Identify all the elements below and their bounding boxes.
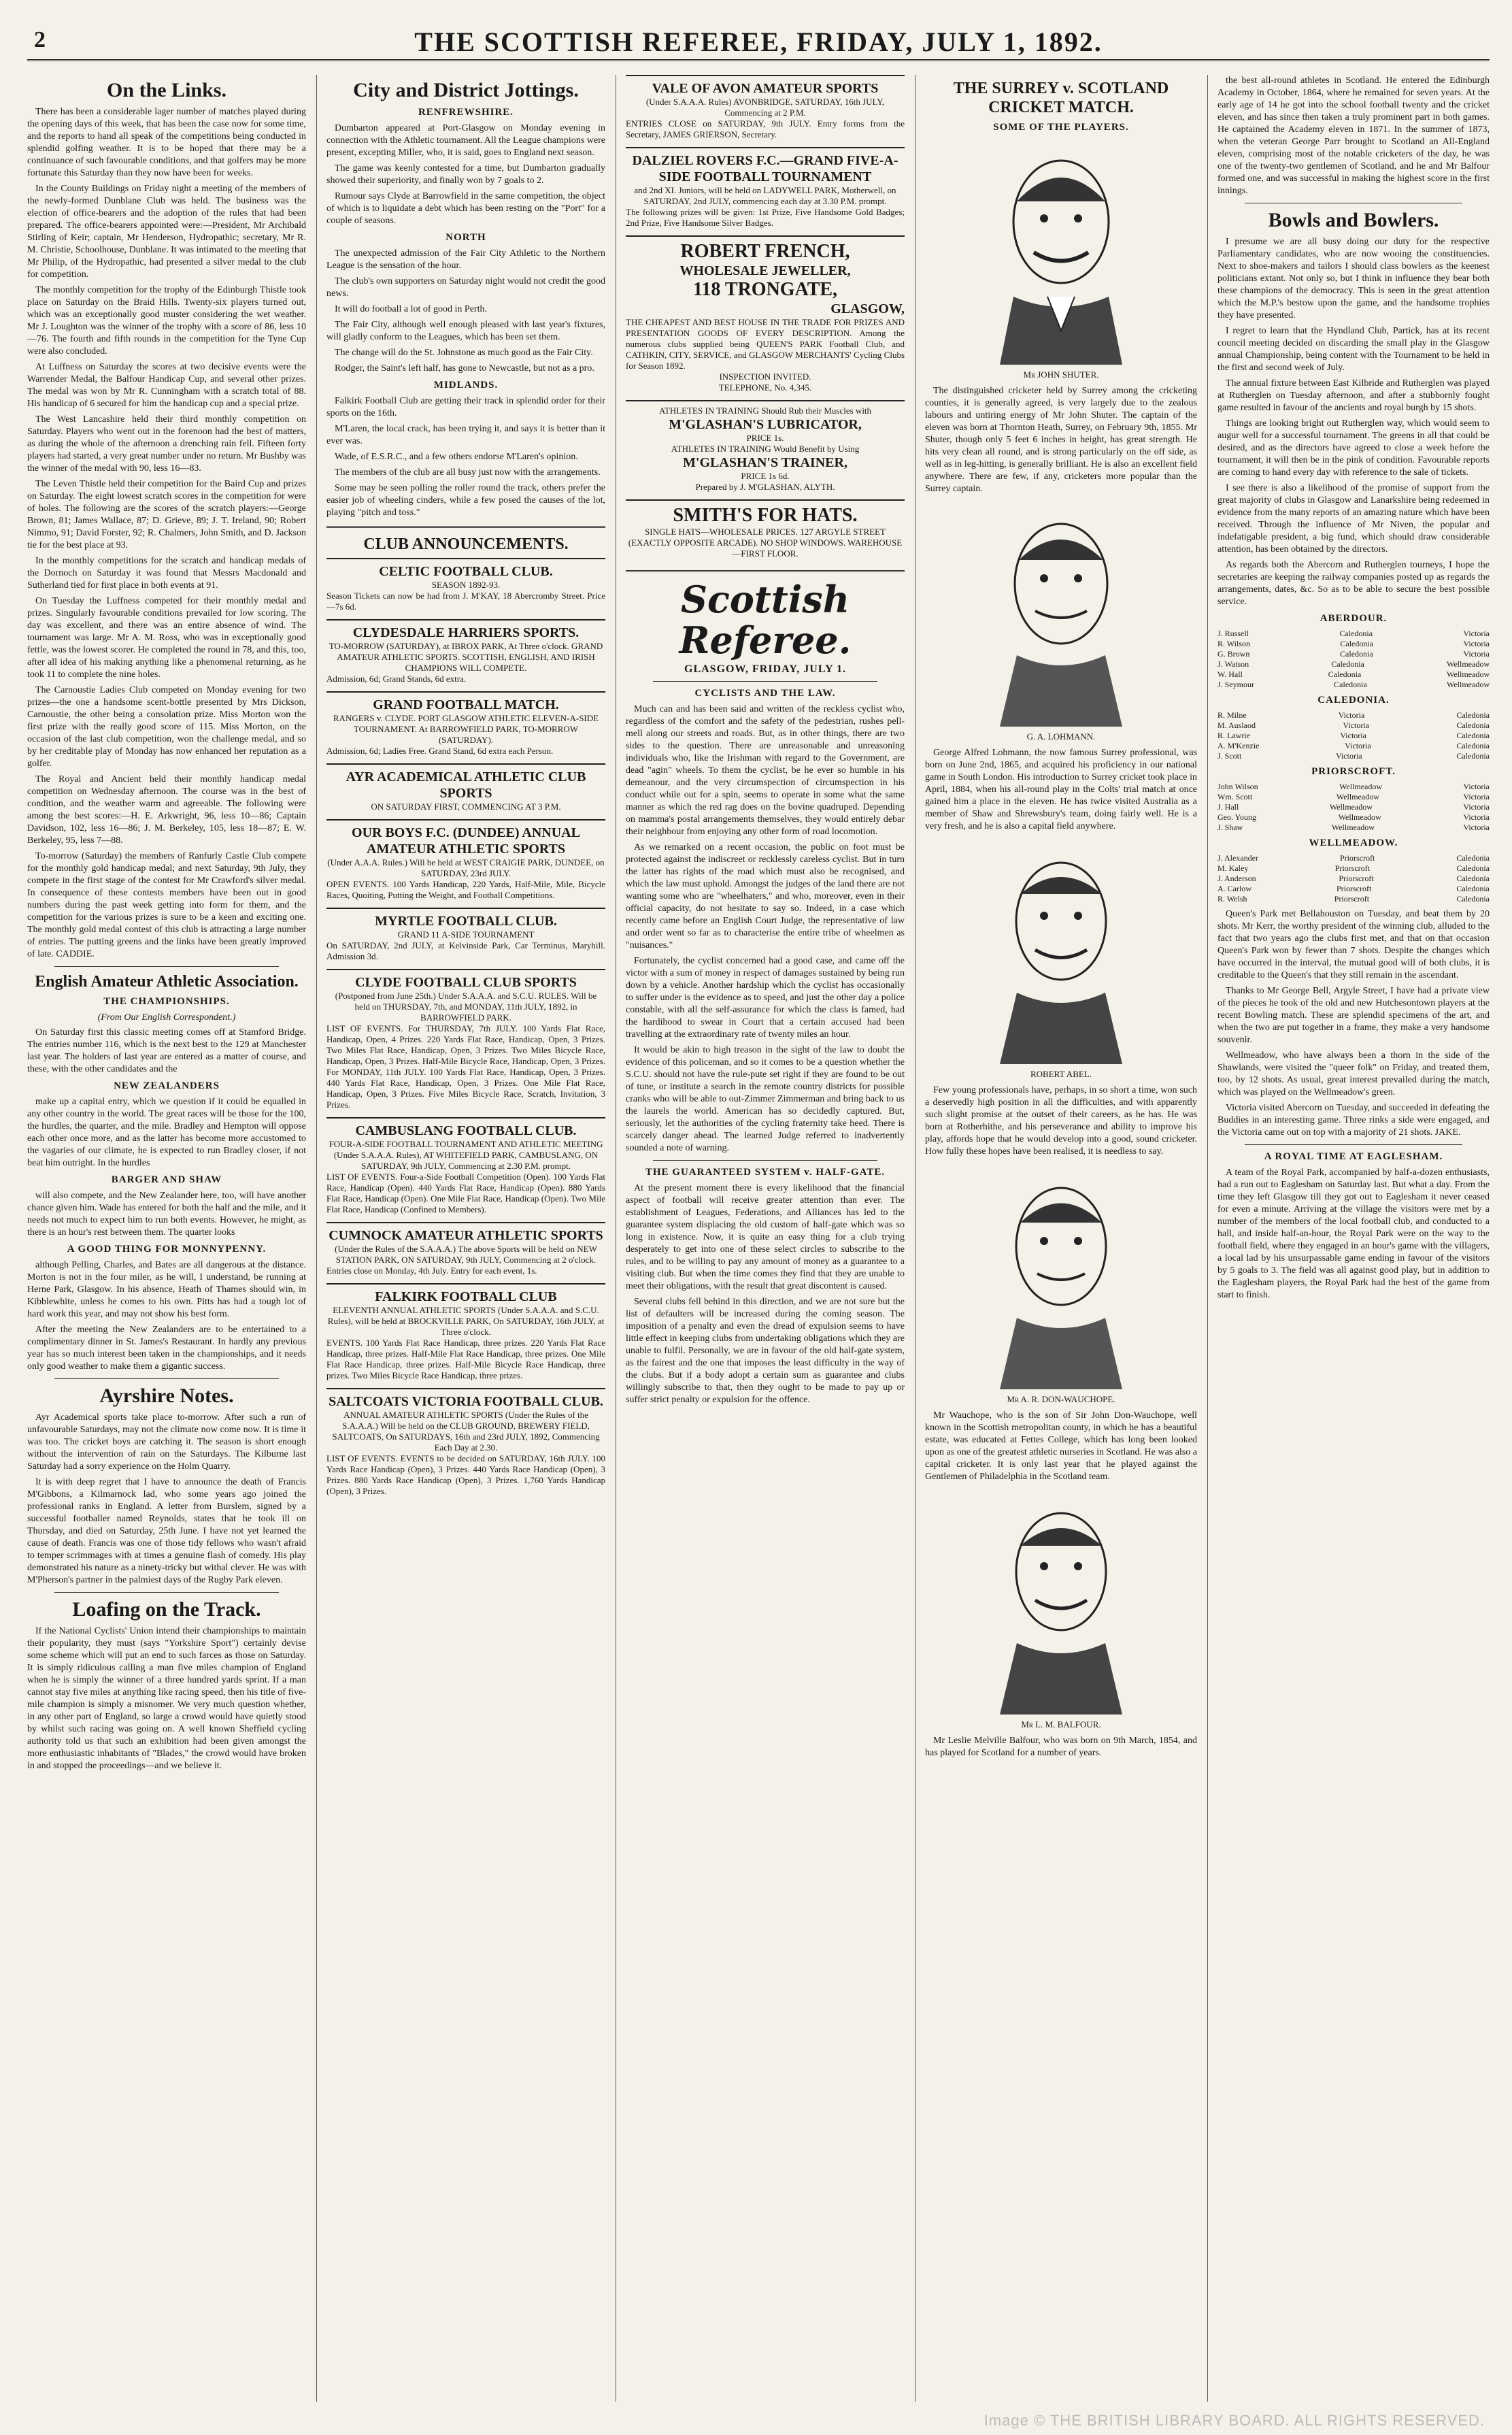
- column-5: [1217, 75, 1490, 2402]
- divider: [54, 1378, 279, 1379]
- rink-row: [1217, 629, 1490, 639]
- paragraph: Some may be seen polling the roller round the track, others prefer the easier job of wheeling cinders, while a few posed the causes of the lot, playing "pitch and toss.": [326, 483, 605, 518]
- rink-cell: Victoria: [1463, 639, 1490, 648]
- advert: [326, 969, 605, 1114]
- paragraph: To-morrow (Saturday) the members of Ranfurly Castle Club compete for the monthly gold handicap medal; and next Saturday, 9th July, they compete in the first stage of the contest for Mr Crawford's silver medal. In consequence of these contests members have been out in good numbers during the past week getting into form for them, and the competition for the various prizes is sure to be a keen and exciting one. The monthly gold medal contest of this club is attracting a large number of entries. The putting greens and the links have been greatly improved of late. CADDIE.: [27, 851, 306, 959]
- rink-row: [1217, 680, 1490, 690]
- rink-row: [1217, 782, 1490, 792]
- paragraph: As regards both the Abercorn and Rutherglen tourneys, I hope the secretaries are keeping the railway companies posted up as regards the arrangements, dates, &c. So as to be able to secure the best possible service.: [1217, 560, 1490, 607]
- paragraph: Mr Leslie Melville Balfour, who was born on 9th March, 1854, and has played for Scotland for a number of years.: [925, 1736, 1197, 1758]
- rink-cell: Victoria: [1463, 629, 1490, 638]
- portrait-engraving: [959, 502, 1163, 727]
- paragraph: George Alfred Lohmann, the now famous Surrey professional, was born on June 2nd, 1865, and acquired his proficiency in our national game in South London. His introduction to Surrey cricket took place in April, 1884, when his all-round play in the Colts' trial match at once gained him a place in the eleven. He has twice visited Australia as a member of Shaw and Shrewsbury's team, doing fairly well. He is a very fresh, and he is also a capital field anywhere.: [925, 748, 1197, 831]
- caption-balfour: Mr L. M. BALFOUR.: [1021, 1719, 1101, 1729]
- rink-cell: Caledonia: [1456, 720, 1490, 730]
- advert-subtitle: (Postponed from June 25th.) Under S.A.A.A. and S.C.U. RULES. Will be held on THURSDAY, 7th, and MONDAY, 11th JULY, 1892, in BARROWFIELD PARK.: [335, 991, 597, 1023]
- advert-title: CUMNOCK AMATEUR ATHLETIC SPORTS: [329, 1228, 603, 1243]
- advert: [326, 1117, 605, 1219]
- advert-title: GRAND FOOTBALL MATCH.: [373, 697, 559, 712]
- paragraph: As we remarked on a recent occasion, the public on foot must be protected against the indiscreet or recklessly careless cyclist. But in turn the latter has rights of the road which must also be recognised, and which the law must uphold. Amongst the judges of the land there are not wanting some who are "wheelhaters," and who, moreover, even in their official capacity, do not hesitate to say so. Indeed, in a case which recently came before an English Court Judge, the representative of law and order went so far as to characterise the entire tribe of wheelmen as "nuisances.": [626, 842, 905, 950]
- advert: [626, 147, 905, 233]
- rink-cell: Wellmeadow: [1446, 680, 1490, 689]
- rink-cell: Caledonia: [1456, 874, 1490, 883]
- paragraph: I see there is also a likelihood of the promise of support from the great majority of clubs in Glasgow and Lanarkshire being redeemed in evidence from the many reports of an amazing nature which have been received. Through the influence of Mr Niven, the popular and indefatigable president, a big fund, which should draw considerable attention, has been obtained by the directors.: [1217, 483, 1490, 554]
- paragraph: Several clubs fell behind in this direction, and we are not sure but the list of defaulters will be increased during the coming season. The imposition of a penalty and even the dread of expulsion seems to have little effect in keeping clubs from undertaking obligations which they are unable to fulfil. Personally, we are in favour of the old half-gate system, as the fairest and the one that imposes the least difficulty in the way of the clubs. But if a body adopt a certain sum as guarantee and clubs willingly subscribe to that, then they ought to be made to pay up or suffer strict penalty or expulsion for the offence.: [626, 1297, 905, 1405]
- club-announcements: [326, 558, 605, 1501]
- portrait-engraving: [959, 840, 1163, 1064]
- rink-cell: Wellmeadow: [1446, 669, 1490, 679]
- rink-cell: Caledonia: [1339, 629, 1373, 638]
- advert-subtitle: (Under A.A.A. Rules.) Will be held at WEST CRAIGIE PARK, DUNDEE, on SATURDAY, 23rd JULY.: [327, 857, 605, 878]
- mglashan-price-2: PRICE 1s 6d.: [741, 471, 790, 481]
- portrait-shuter: [959, 140, 1163, 365]
- image-credit: Image © THE BRITISH LIBRARY BOARD. ALL RIGHTS RESERVED.: [984, 2412, 1485, 2429]
- advert-title: MYRTLE FOOTBALL CLUB.: [375, 914, 557, 929]
- athletic-article: [27, 1027, 306, 1373]
- advert-title: FALKIRK FOOTBALL CLUB: [375, 1289, 557, 1304]
- paragraph: I regret to learn that the Hyndland Club, Partick, has at its recent council meeting decided on discarding the small play in the Glasgow annual Championship, being content with the Tournament to be held in the first and second week of July.: [1217, 326, 1490, 373]
- paragraph: The West Lancashire held their third monthly competition on Saturday. Players who went out in the forenoon had the best of matters, as during the whole of the afternoon a drenching rain fell. Fifteen forty players had started, a very great number under no return. Mr Bushby was the winner of the medal with 90, less 16—83.: [27, 414, 306, 474]
- north-subhead: NORTH: [446, 232, 486, 243]
- rink-cell: R. Milne: [1217, 710, 1247, 720]
- advert-subtitle: ANNUAL AMATEUR ATHLETIC SPORTS (Under the Rules of the S.A.A.A.) Will be held on the CLUB GROUND, BREWERY FIELD, SALTCOATS, On SATURDAYS, 16th and 23rd JULY, 1892, Commencing Each Day at 2.30.: [332, 1410, 600, 1453]
- divider: [626, 570, 905, 572]
- advert-body: ENTRIES CLOSE on SATURDAY, 9th JULY. Entry forms from the Secretary, JAMES GRIERSON, Secretary.: [626, 118, 905, 139]
- advert-body: EVENTS. 100 Yards Flat Race Handicap, three prizes. 220 Yards Flat Race Handicap, three prizes. Half-Mile Flat Race Handicap, three prizes. One Mile Flat Race Handicap, three prizes. Half-Mile Bicycle Race Handicap, three prizes. Two Miles Bicycle Race Handicap, three prizes.: [326, 1338, 605, 1380]
- divider: [653, 681, 877, 682]
- rink-cell: Caledonia: [1456, 853, 1490, 863]
- links-heading: On the Links.: [107, 79, 226, 101]
- french-name: ROBERT FRENCH,: [680, 241, 850, 262]
- rink-cell: J. Hall: [1217, 802, 1239, 812]
- rink-row: [1217, 659, 1490, 669]
- editorial-heading: CYCLISTS AND THE LAW.: [694, 688, 836, 699]
- french-advert: [626, 235, 905, 397]
- good-thing-subhead: A GOOD THING FOR MONNYPENNY.: [67, 1244, 267, 1255]
- advert-title: VALE OF AVON AMATEUR SPORTS: [652, 81, 879, 96]
- announcements-heading: CLUB ANNOUNCEMENTS.: [363, 535, 569, 553]
- rink-cell: A. M'Kenzie: [1217, 741, 1260, 750]
- newspaper-page: [27, 20, 1490, 2415]
- rink-row: [1217, 812, 1490, 823]
- rink-cell: Caledonia: [1328, 669, 1362, 679]
- advert-body: Admission, 6d; Grand Stands, 6d extra.: [326, 674, 467, 684]
- french-invite: INSPECTION INVITED.: [719, 371, 811, 382]
- french-trade: WHOLESALE JEWELLER,: [679, 263, 851, 278]
- paragraph: It would be akin to high treason in the sight of the law to doubt the evidence of this policeman, and so it comes to be a question whether the S.C.U. should not have the rule-pute set right if they are found to be out of tune, or institute a search in the remote country districts for possible cranks who will be able to out-Zimmer Zimmerman and bring back to us the laurels the world. American has so decidedly captured. But, seriously, let the authorities of the cycling fraternity take heed. There is scarcely danger ahead. The learned Judge referred to inadvertently sounded a note of warning.: [626, 1045, 905, 1153]
- bowls-article: [1217, 236, 1490, 608]
- caledonia-subhead: CALEDONIA.: [1317, 695, 1390, 706]
- paragraph: The game was keenly contested for a time, but Dumbarton gradually showed their superiority, and finally won by 7 goals to 2.: [326, 163, 605, 186]
- paragraph: There has been a considerable lager number of matches played during the opening days of this week, that has been the case now for some time, and the reports to hand all speak of the competitions being conducted in splendid golfing weather. It is to be hoped that there may be a continuance of such favourable conditions, and that golfers may be more fortunate this Saturday than they now have been for weeks.: [27, 107, 306, 178]
- paragraph: Mr Wauchope, who is the son of Sir John Don-Wauchope, well known in the Scottish metropolitan county, in which he has a beautiful estate, was educated at Fettes College, which has long been looked upon as one of the greatest athletic nurseries in Scotland. He was also a capital cricketer. It is only last year that he played against the Gentlemen of Philadelphia in the Scotland team.: [925, 1410, 1197, 1482]
- rink-cell: Caledonia: [1456, 751, 1490, 761]
- portrait-balfour: [959, 1490, 1163, 1715]
- rink-cell: Wellmeadow: [1339, 782, 1383, 791]
- loafing-heading: Loafing on the Track.: [72, 1598, 261, 1621]
- paragraph: The members of the club are all busy just now with the arrangements.: [335, 467, 601, 478]
- paragraph: make up a capital entry, which we question if it could be equalled in any other country in the world. The great races will be those for the 100, the hurdles, the quarter, and the mile. Bradley and Hempton will oppose each other once more, and as the latter has become more accustomed to the vagaries of our climate, he is expected to run Bradley closer, if not beat him outright. In the hurdles: [27, 1097, 306, 1168]
- column-1: [27, 75, 306, 2402]
- rink-cell: Geo. Young: [1217, 812, 1257, 822]
- new-zealanders-subhead: NEW ZEALANDERS: [114, 1080, 220, 1091]
- loafing-article: [27, 1625, 306, 1772]
- rink-cell: Priorscroft: [1337, 884, 1372, 893]
- mglashan-prep: Prepared by J. M'GLASHAN, ALYTH.: [695, 482, 835, 492]
- rink-cell: Caledonia: [1334, 680, 1367, 689]
- advert-body: LIST OF EVENTS. EVENTS to be decided on SATURDAY, 16th JULY. 100 Yards Race Handicap (Open), 3 Prizes. 440 Yards Race Handicap (Open), 3 Prizes. 880 Yards Race Handicap (Open), 3 Prizes. 1,760 Yards Handicap (Open), 3 Prizes.: [326, 1453, 605, 1496]
- championships-subhead: THE CHAMPIONSHIPS.: [103, 996, 230, 1007]
- rink-cell: Wellmeadow: [1331, 823, 1375, 832]
- portrait-lohmann: [959, 502, 1163, 727]
- portrait-wauchope: [959, 1165, 1163, 1389]
- rink-cell: Wellmeadow: [1329, 802, 1373, 812]
- guarantee-article: [626, 1182, 905, 1406]
- rink-cell: Victoria: [1336, 751, 1362, 761]
- royal-article: [1217, 1167, 1490, 1302]
- smiths-advert: [626, 499, 905, 563]
- advert: [626, 75, 905, 144]
- advert: [326, 1222, 605, 1280]
- rink-cell: John Wilson: [1217, 782, 1258, 791]
- rink-row: [1217, 731, 1490, 741]
- paragraph: The change will do the St. Johnstone as much good as the Fair City.: [335, 348, 593, 358]
- mglashan-lubricator: M'GLASHAN'S LUBRICATOR,: [669, 417, 862, 432]
- rink-cell: M. Auslaod: [1217, 720, 1256, 730]
- divider: [54, 966, 279, 967]
- rink-cell: Caledonia: [1456, 731, 1490, 740]
- advert: [326, 1283, 605, 1385]
- rink-cell: W. Hall: [1217, 669, 1243, 679]
- advert-body: Entries close on Monday, 4th July. Entry for each event, 1s.: [326, 1265, 537, 1276]
- paragraph: At the present moment there is every likelihood that the financial aspect of football will receive greater attention than ever. The establishment of Leagues, Federations, and Alliances has led to the guarantee system displacing the old custom of half-gate which was so long in existence. Now, it is quite an easy thing for a club trying desperately to get into one of these select circles to subscribe to the rules, and to be willing to pay any amount of money as a guarantee to a visiting club. But when the time comes they find that they are unable to meet their obligations, with the result that great discontent is caused.: [626, 1183, 905, 1291]
- rink-list: [1217, 629, 1490, 690]
- paragraph: although Pelling, Charles, and Bates are all dangerous at the distance. Morton is not in the four miler, as he will, I understand, be running at Herne Park, Glasgow. In his absence, Heath of Thames should win, in Kibblewhite, unless he comes to his own. Pitts has had a tough lot of hard work this year, and may not show his best form.: [27, 1260, 306, 1319]
- north-article: [326, 248, 605, 375]
- caption-wauchope: Mr A. R. DON-WAUCHOPE.: [1007, 1394, 1115, 1404]
- paragraph: The distinguished cricketer held by Surrey among the cricketing counties, it is generally agreed, is very largely due to the zealous labours and untiring energy of Mr John Shuter. The captain of the eleven was born at Thornton Heath, Surrey, on February 9th, 1855. Mr Shuter, though only 5 feet 6 inches in height, has great strength. He hits very clean all round, and is strong particularly on the off side, as well as in leg-hitting, is generally brilliant. He is also an excellent field anywhere. There are few, if any, cricketers more popular than the Surrey captain.: [925, 386, 1197, 494]
- advert-body: OPEN EVENTS. 100 Yards Handicap, 220 Yards, Half-Mile, Mile, Bicycle Races, Quoiting, Putting the Weight, and Football Competitions.: [326, 879, 605, 900]
- rink-cell: J. Seymour: [1217, 680, 1254, 689]
- paragraph: The Royal and Ancient held their monthly handicap medal competition on Wednesday afternoon. The course was in the best of condition, and the weather warm and agreeable. The following were among the best scores:—H. E. Arkwright, 96, less 10—86; Captain Davidson, 102, less 16—86; J. M. Berkeley, 105, less 18—87; E. W. Berkeley, 95, less 7—88.: [27, 774, 306, 846]
- rink-cell: J. Scott: [1217, 751, 1242, 761]
- rink-row: [1217, 863, 1490, 874]
- rink-cell: Victoria: [1463, 649, 1490, 659]
- advert: [326, 819, 605, 905]
- mglashan-pre-2: ATHLETES IN TRAINING Would Benefit by Using: [671, 444, 860, 454]
- advert: [326, 763, 605, 816]
- paragraph: The club's own supporters on Saturday night would not credit the good news.: [326, 276, 605, 299]
- paragraph: In the County Buildings on Friday night a meeting of the members of the newly-formed Dunblane Club was held. The business was the election of office-bearers and the adoption of the rules that had been prepared. The office-bearers appointed were:—President, Mr Archibald Stirling of Keir; captain, Mr Henderson, Hydropathic; secretary, Mr R. M. Christie, Schoolhouse, Dunblane. It was intimated to the meeting that Mr Philip, of the Hydropathic, had presented a silver medal to the club for competition.: [27, 184, 306, 280]
- paragraph: It will do football a lot of good in Perth.: [335, 304, 487, 314]
- rink-row: [1217, 669, 1490, 680]
- advert: [326, 558, 605, 616]
- advert-title: OUR BOYS F.C. (DUNDEE) ANNUAL AMATEUR ATHLETIC SPORTS: [352, 825, 580, 857]
- advert-subtitle: FOUR-A-SIDE FOOTBALL TOURNAMENT AND ATHLETIC MEETING (Under S.A.A.A. Rules), AT WHITEFIELD PARK, CAMBUSLANG, ON SATURDAY, 9th JULY, Commencing at 2.30 P.M. prompt.: [329, 1139, 603, 1171]
- advert-subtitle: RANGERS v. CLYDE. PORT GLASGOW ATHLETIC ELEVEN-A-SIDE TOURNAMENT. At BARROWFIELD PARK, TO-MORROW (SATURDAY).: [333, 713, 599, 745]
- french-telephone: TELEPHONE, No. 4,345.: [718, 382, 812, 393]
- paragraph: On Saturday first this classic meeting comes off at Stamford Bridge. The entries number 116, which is the next best to the 129 at Manchester last year. The holders of last year are entered as a matter of course, and these, with the other candidates and the: [27, 1027, 306, 1074]
- divider: [653, 1160, 877, 1161]
- advert-body: Season Tickets can now be had from J. M'KAY, 18 Abercromby Street. Price—7s 6d.: [326, 591, 605, 612]
- column-rule: [1207, 75, 1208, 2402]
- rink-cell: Victoria: [1345, 741, 1371, 750]
- bowls-heading: Bowls and Bowlers.: [1268, 209, 1439, 231]
- ayrshire-heading: Ayrshire Notes.: [99, 1385, 234, 1407]
- paragraph: Dumbarton appeared at Port-Glasgow on Monday evening in connection with the Athletic tournament. All the League champions were present, excepting Miller, who, it is said, goes to England next season.: [326, 123, 605, 158]
- rink-cell: Caledonia: [1456, 741, 1490, 750]
- rink-row: [1217, 649, 1490, 659]
- advert-subtitle: SEASON 1892-93.: [431, 580, 501, 590]
- advert-title: DALZIEL ROVERS F.C.—GRAND FIVE-A-SIDE FOOTBALL TOURNAMENT: [632, 153, 898, 184]
- french-city: GLASGOW,: [830, 301, 905, 316]
- paragraph: On Tuesday the Luffness competed for their monthly medal and prizes. Singularly favourable conditions prevailed for low scoring. The day was excellent, and there was an entire absence of wind. The tournament was large. Mr A. M. Ross, who was in exceptionally good fettle, was the lowest scorer. He completed the round in 78, and this, too, after all idea of his making anything like a phenomenal returning, as he took 11 to complete the nine holes.: [27, 596, 306, 680]
- rink-cell: Caledonia: [1456, 710, 1490, 720]
- rink-row: [1217, 720, 1490, 731]
- rink-cell: Wm. Scott: [1217, 792, 1253, 801]
- mglashan-trainer: M'GLASHAN'S TRAINER,: [683, 455, 847, 470]
- rink-cell: G. Brown: [1217, 649, 1250, 659]
- paragraph: The Leven Thistle held their competition for the Baird Cup and prizes on Saturday. The eight lowest scratch scores in the competition for were of holes. The following are the scores of the scratch players:—George Brown, 81; James Wallace, 87; D. Grieve, 89; J. T. Ireland, 90; Robert Nimmo, 91; David Forster, 92; R. Chalmers, John Smith, and D. Jackson tie for the best place at 93.: [27, 479, 306, 550]
- smiths-body: SINGLE HATS—WHOLESALE PRICES. 127 ARGYLE STREET (EXACTLY OPPOSITE ARCADE). NO SHOP WINDOWS. WAREHOUSE—FIRST FLOOR.: [628, 527, 903, 559]
- paragraph: Falkirk Football Club are getting their track in splendid order for their sports on the 16th.: [326, 396, 605, 418]
- paragraph: Rodger, the Saint's left half, has gone to Newcastle, but not as a pro.: [335, 363, 594, 374]
- jottings-heading: City and District Jottings.: [353, 79, 579, 101]
- advert-body: Admission, 6d; Ladies Free. Grand Stand, 6d extra each Person.: [326, 746, 554, 756]
- advert-title: CLYDE FOOTBALL CLUB SPORTS: [355, 975, 577, 990]
- rink-cell: J. Alexander: [1217, 853, 1258, 863]
- rink-cell: Victoria: [1338, 710, 1365, 720]
- advert-body: The following prizes will be given: 1st Prize, Five Handsome Gold Badges; 2nd Prize, Five Handsome Silver Badges.: [626, 207, 905, 228]
- paragraph: M'Laren, the local crack, has been trying it, and says it is better than it ever was.: [326, 424, 605, 446]
- editorial-article: [626, 703, 905, 1155]
- paragraph: Thanks to Mr George Bell, Argyle Street, I have had a private view of the pieces he took of the old and new Hutchesontown players at the recent Bowling match. These are splendid specimens of the art, and when the two are put together in a frame, they make a very handsome souvenir.: [1217, 986, 1490, 1045]
- renfrew-subhead: RENFREWSHIRE.: [418, 107, 514, 118]
- advert-subtitle: TO-MORROW (SATURDAY), at IBROX PARK, At Three o'clock. GRAND AMATEUR ATHLETIC SPORTS. SCOTTISH, ENGLISH, AND IRISH CHAMPIONS WILL COMPETE.: [329, 641, 603, 673]
- mglashan-pre: ATHLETES IN TRAINING Should Rub their Muscles with: [658, 405, 872, 416]
- smiths-title: SMITH'S FOR HATS.: [673, 505, 858, 526]
- column-2: [326, 75, 605, 2402]
- rink-cell: Caledonia: [1456, 884, 1490, 893]
- french-address: 118 TRONGATE,: [692, 279, 838, 300]
- rink-row: [1217, 853, 1490, 863]
- divider: [54, 1592, 279, 1593]
- rink-cell: Wellmeadow: [1338, 812, 1381, 822]
- rink-row: [1217, 639, 1490, 649]
- paragraph: I presume we are all busy doing our duty for the respective Parliamentary candidates, who are now wooing the constituencies. Next to shoe-makers and tailors I should class bowlers as the keenest politicians extant. Not only so, but I think in influence they bear both these champions of the democracy. This is seen in the great attention which the M.P.'s bestow upon the game, and the handsome trophies they have presented.: [1217, 237, 1490, 320]
- advert-title: AYR ACADEMICAL ATHLETIC CLUB SPORTS: [346, 769, 586, 801]
- paragraph: Wellmeadow, who have always been a thorn in the side of the Shawlands, were visited the "queer folk" on Friday, and treated them, too, by 12 shots. As usual, great interest prevailed during the match, which was played on the Wellmeadow's green.: [1217, 1050, 1490, 1097]
- paragraph: In the monthly competitions for the scratch and handicap medals of the Dornoch on Saturday it was found that Messrs Macdonald and Sutherland tied for first place in both events at 91.: [27, 556, 306, 591]
- rink-list: [1217, 782, 1490, 833]
- rink-cell: R. Lawrie: [1217, 731, 1250, 740]
- midlands-article: [326, 395, 605, 519]
- rink-row: [1217, 710, 1490, 720]
- page-number: 2: [34, 27, 46, 52]
- dateline: GLASGOW, FRIDAY, JULY 1.: [684, 663, 846, 675]
- caption-shuter: Mr JOHN SHUTER.: [1023, 369, 1099, 380]
- advert-subtitle: ON SATURDAY FIRST, COMMENCING AT 3 P.M.: [371, 801, 561, 812]
- advert-body: LIST OF EVENTS. Four-a-Side Football Competition (Open). 100 Yards Flat Race, Handicap (Open). 440 Yards Flat Race, Handicap (Open). 880 Yards Flat Race, Handicap (Open). One Mile Flat Race, Handicap (Open). Two Mile Flat Race, Handicap (Confined to Members).: [326, 1172, 605, 1214]
- advert: [326, 908, 605, 966]
- paragraph: The Carnoustie Ladies Club competed on Monday evening for two prizes—the one a handsome scent-bottle presented by Mrs Dickson, Carnoustie, the other being a consolation prize. Miss Morton won the first prize with the really good score of 115. Miss Morton, on the occasion of the last club competition, won the challenge medal, and so by her creditable play of Monday has now enhanced her reputation as a golfer.: [27, 685, 306, 769]
- rink-cell: Caledonia: [1331, 659, 1364, 669]
- mglashan-advert: [626, 400, 905, 497]
- column-rule: [316, 75, 317, 2402]
- masthead: [27, 20, 1490, 61]
- links-article: [27, 106, 306, 961]
- advert-subtitle: ELEVENTH ANNUAL ATHLETIC SPORTS (Under S.A.A.A. and S.C.U. Rules), will be held at BROCKVILLE PARK, On SATURDAY, 16th JULY, at Three o'clock.: [327, 1305, 605, 1337]
- paragraph: After the meeting the New Zealanders are to be entertained to a complimentary dinner in St. James's Restaurant. In hardly any previous year has so much interest been taken in the championships, and it needs only good weather to make them a gigantic success.: [27, 1325, 306, 1372]
- paragraph: A team of the Royal Park, accompanied by half-a-dozen enthusiasts, had a run out to Eaglesham on Saturday last. But what a day. From the time they left Glasgow till they got out to Eaglesham it never ceased for even a minute. Arriving at the village the visitors were met by a number of the members of the local football club, and conducted to a hall, and inside half-an-hour, the Royal Park were on the way to the football field, where they engaged in an hour's game with the villagers, a local lad by his unsurpassable game ending in favour of the visitors by 5 goals to 3. The field was all against good play, but in addition to the Eaglesham players, the Royal Park had the best of the game from start to finish.: [1217, 1167, 1490, 1300]
- bowls-continued: [1217, 908, 1490, 1139]
- paragraph: Queen's Park met Bellahouston on Tuesday, and beat them by 20 shots. Mr Kerr, the worthy president of the winning club, alluded to the fact that two years ago the clubs first met, and that on that occasion Queen's Park won by fewer than 7 shots. Despite the changes which have occurred in the interval, the mutual good will of both clubs, it is creditable to the Queen's that they still remain in the ascendant.: [1217, 909, 1490, 980]
- rink-cell: Wellmeadow: [1446, 659, 1490, 669]
- rink-cell: A. Carlow: [1217, 884, 1251, 893]
- paragraph: If the National Cyclists' Union intend their championships to maintain their popularity, they must (says "Yorkshire Sport") certainly devise some scheme which will put an end to such farces as those on Saturday. It is simply ridiculous calling a man five miles champion of England when he is simply the winner of a three hundred yards sprint. If a man cannot stay five miles at anything like racing speed, then his title of five-mile champion is simply a misnomer. We very much question whether, in any other part of England, so large a crowd would have quietly stood by whilst such racing was going on. A well known Sheffield cycling authority told us that such an exhibition had been given amongst the more enthusiastic inhabitants of "Blades," the crowd would have broken in and stopped the proceedings—and we believe it.: [27, 1626, 306, 1771]
- portrait-abel: [959, 840, 1163, 1064]
- rink-cell: Wellmeadow: [1336, 792, 1379, 801]
- advert-body: On SATURDAY, 2nd JULY, at Kelvinside Park, Car Terminus, Maryhill. Admission 3d.: [326, 940, 605, 961]
- divider: [1245, 1144, 1462, 1145]
- column-3: [626, 75, 905, 2402]
- advert: [326, 691, 605, 761]
- paragraph: The annual fixture between East Kilbride and Rutherglen was played at Rutherglen on Tuesday afternoon, and after a stubbornly fought game resulted in favour of the ancients and royal burgh by 15 shots.: [1217, 378, 1490, 413]
- paragraph: Things are looking bright out Rutherglen way, which would seem to augur well for a successful tournament. The greens in all that could be desired, and as the directors have agreed to close a week before the tournament, it will then be in the pink of condition. Favourable reports are coming to hand every day with reference to the sale of tickets.: [1217, 418, 1490, 478]
- rink-row: [1217, 741, 1490, 751]
- royal-heading: A ROYAL TIME AT EAGLESHAM.: [1264, 1151, 1443, 1162]
- rink-row: [1217, 751, 1490, 761]
- guarantee-heading: THE GUARANTEED SYSTEM v. HALF-GATE.: [645, 1167, 886, 1178]
- paragraph: Victoria visited Abercorn on Tuesday, and succeeded in defeating the Buddies in an interesting game. Three rinks a side were engaged, and the Victoria came out on top with a majority of 21 shots. JAKE.: [1217, 1103, 1490, 1138]
- rink-cell: Priorscroft: [1340, 853, 1375, 863]
- athletic-heading: English Amateur Athletic Association.: [35, 973, 299, 991]
- paragraph: The unexpected admission of the Fair City Athletic to the Northern League is the sensation of the hour.: [326, 248, 605, 271]
- rink-cell: Victoria: [1343, 720, 1369, 730]
- portrait-engraving: [959, 1165, 1163, 1389]
- rink-cell: J. Shaw: [1217, 823, 1243, 832]
- paragraph: Few young professionals have, perhaps, in so short a time, won such a deservedly high position in all the difficulties, and with apparently such slight promise at the outset of their careers, as he has. He was born at Rotherhithe, and his perseverance and ability to improve his play, affords hope that he would develop into a good, sound cricketer. How fully these hopes have been realised, it is needless to say.: [925, 1085, 1197, 1157]
- paragraph: Fortunately, the cyclist concerned had a good case, and came off the victor with a sum of money in respect of damages sustained by being run down by a vehicle. Another hardship which the cyclist has occasionally to suffer under is the evidence as to speed, and just the other day a police constable, with all the self-assurance for which the class is famed, had the hardihood to swear in Court that a certain accused had been travelling at the extraordinary rate of twenty miles an hour.: [626, 956, 905, 1040]
- wellmeadow-subhead: WELLMEADOW.: [1309, 838, 1398, 848]
- rink-cell: R. Welsh: [1217, 894, 1247, 904]
- rink-cell: Priorscroft: [1334, 863, 1370, 873]
- caption-abel: ROBERT ABEL.: [1030, 1069, 1092, 1079]
- paragraph: The monthly competition for the trophy of the Edinburgh Thistle took place on Saturday on the Braid Hills. Twenty-six players turned out, which was an exceptionally good muster considering the wet weather. Mr J. Loughton was the winner of the trophy with a score of 86, less 10—76. The fourth and fifth rounds in the competition for the Tyne Cup were also concluded.: [27, 285, 306, 357]
- paragraph: the best all-round athletes in Scotland. He entered the Edinburgh Academy in October, 1864, where he remained for seven years. At the early age of 14 he got into the school football twenty and the cricket eleven, and has since then taken a truly prominent part in both games. He captained the Academy eleven in 1871. In the summer of 1873, when the veteran George Parr brought to Scotland an All-England eleven, comprising most of the notable cricketers of the day, he was one of the twenty-two gentlemen of Scotland, and he and Mr Balfour formed one, and was successful in making the highest score in the first innings.: [1217, 76, 1490, 196]
- paragraph: will also compete, and the New Zealander here, too, will have another chance given him. Wade has entered for both the half and the mile, and it needs not much to expect him to run both events. However, he might, as there is an hour's rest between them. The quarter looks: [27, 1191, 306, 1238]
- rink-cell: Caledonia: [1456, 894, 1490, 904]
- advert-title: SALTCOATS VICTORIA FOOTBALL CLUB.: [329, 1394, 603, 1409]
- paragraph: At Luffness on Saturday the scores at two decisive events were the Warrender Medal, the Balfour Handicap Cup, and several other prizes. The medal was won by Mr R. Cunningham with a scratch total of 88. His handicap of 6 secured for him the handicap cup and a special prize.: [27, 362, 306, 409]
- renfrew-article: [326, 122, 605, 227]
- nameplate: Scottish Referee.: [679, 578, 852, 662]
- rink-cell: Victoria: [1463, 792, 1490, 801]
- advert: [326, 619, 605, 689]
- advert-title: CLYDESDALE HARRIERS SPORTS.: [352, 625, 579, 640]
- cricket-heading: THE SURREY v. SCOTLAND CRICKET MATCH.: [953, 80, 1169, 116]
- rink-cell: R. Wilson: [1217, 639, 1250, 648]
- rink-cell: Priorscroft: [1339, 874, 1374, 883]
- rink-cell: Victoria: [1463, 812, 1490, 822]
- rink-row: [1217, 792, 1490, 802]
- advert: [326, 1388, 605, 1501]
- paragraph: Wade, of E.S.R.C., and a few others endorse M'Laren's opinion.: [335, 452, 578, 462]
- rink-row: [1217, 802, 1490, 812]
- rink-cell: Caledonia: [1340, 649, 1373, 659]
- rink-list: [1217, 710, 1490, 761]
- rink-cell: Victoria: [1463, 802, 1490, 812]
- paragraph: It is with deep regret that I have to announce the death of Francis M'Gibbons, a Kilmarnock lad, who some years ago joined the professional ranks in England. A letter from Burslem, signed by a successful footballer named Reynolds, states that he took ill on Thursday, and died on Saturday, 25th June. I have not yet learned the cause of death. Francis was one of those tidy fellows who wasn't afraid to temper scrimmages with at times a genuine flash of comedy. His play demonstrated his nature as a ninety-tricky but withal clever. He was with M'Pherson's partner in the palmiest days of the Rugby Park eleven.: [27, 1477, 306, 1585]
- rink-cell: J. Russell: [1217, 629, 1249, 638]
- barger-subhead: BARGER AND SHAW: [111, 1174, 222, 1185]
- rink-cell: J. Watson: [1217, 659, 1249, 669]
- advert-title: CELTIC FOOTBALL CLUB.: [379, 564, 553, 579]
- rink-row: [1217, 874, 1490, 884]
- advert-subtitle: and 2nd XI. Juniors, will be held on LADYWELL PARK, Motherwell, on SATURDAY, 2nd JULY, commencing each day at 3.30 P.M. prompt.: [634, 185, 896, 206]
- rink-cell: Victoria: [1463, 823, 1490, 832]
- rink-cell: J. Anderson: [1217, 874, 1256, 883]
- aberdour-subhead: ABERDOUR.: [1320, 613, 1388, 624]
- ayrshire-article: [27, 1412, 306, 1587]
- rink-cell: Victoria: [1340, 731, 1366, 740]
- paragraph: Ayr Academical sports take place to-morrow. After such a run of unfavourable Saturdays, may not the climate now come now. It is time it was too. The cricket boys are catching it. The season is short enough without the intervention of rain on the Saturdays. The Kilburne last Saturday had a sorry experience on the Holm Quarry.: [27, 1412, 306, 1472]
- advert-subtitle: GRAND 11 A-SIDE TOURNAMENT: [397, 929, 535, 940]
- advert-title: CAMBUSLANG FOOTBALL CLUB.: [355, 1123, 577, 1138]
- portrait-engraving: [959, 140, 1163, 365]
- sports-announcements: [626, 75, 905, 233]
- rink-cell: Victoria: [1463, 782, 1490, 791]
- advert-subtitle: (Under S.A.A.A. Rules) AVONBRIDGE, SATURDAY, 16th JULY, Commencing at 2 P.M.: [645, 97, 885, 118]
- rink-cell: M. Kaley: [1217, 863, 1249, 873]
- cricket-subheading: SOME OF THE PLAYERS.: [993, 122, 1129, 133]
- paragraph: The Fair City, although well enough pleased with last year's fixtures, will gladly conform to the Leagues, which has been set them.: [326, 320, 605, 342]
- mglashan-price-1: PRICE 1s.: [746, 433, 784, 443]
- rink-list: [1217, 853, 1490, 904]
- rink-row: [1217, 823, 1490, 833]
- rink-cell: Priorscroft: [1334, 894, 1370, 904]
- column-4: [925, 75, 1197, 2402]
- rink-cell: Caledonia: [1340, 639, 1374, 648]
- correspondent-note: (From Our English Correspondent.): [97, 1012, 236, 1023]
- midlands-subhead: MIDLANDS.: [433, 380, 499, 391]
- caption-lohmann: G. A. LOHMANN.: [1026, 731, 1096, 742]
- divider: [326, 526, 605, 528]
- paragraph: Rumour says Clyde at Barrowfield in the same competition, the object of which is to liquidate a debt which has been resting on the "Port" for a couple of seasons.: [326, 191, 605, 226]
- masthead-title: THE SCOTTISH REFEREE, FRIDAY, JULY 1, 1892.: [414, 27, 1103, 57]
- rink-row: [1217, 884, 1490, 894]
- rink-cell: Caledonia: [1456, 863, 1490, 873]
- french-body: THE CHEAPEST AND BEST HOUSE IN THE TRADE FOR PRIZES AND PRESENTATION GOODS OF EVERY DESCRIPTION. Among the numerous clubs supplied being QUEEN'S PARK Football Club, and CATHKIN, CITY, SERVICE, and GLASGOW MERCHANTS' Cycling Clubs for Season 1892.: [626, 317, 905, 371]
- advert-subtitle: (Under the Rules of the S.A.A.A.) The above Sports will be held on NEW STATION PARK, ON SATURDAY, 9th JULY, Commencing at 2 o'clock.: [335, 1244, 597, 1265]
- rink-row: [1217, 894, 1490, 904]
- paragraph: Much can and has been said and written of the reckless cyclist who, regardless of the comfort and the safety of the pedestrian, rushes pell-mell along our streets and roads. But, as in other things, there are two sides to the question. There are unreasonable and unreasoning individuals who, like the Irishman with regard to the Government, are dead "agin" wheels. To them the cyclist, be he ever so humble in his demeanour, and the very circumspection of circumspection in his conduct while out for a spin, seems to operate in some what the same manner as which the red rag does on the bovine quadruped. Depending on mamma's postal arrangements themselves, they would entirely debar their neighbour from enjoying any other form of road locomotion.: [626, 704, 905, 837]
- priorscroft-subhead: PRIORSCROFT.: [1311, 766, 1396, 777]
- portrait-engraving: [959, 1490, 1163, 1715]
- advert-body: LIST OF EVENTS. For THURSDAY, 7th JULY. 100 Yards Flat Race, Handicap, Open, 4 Prizes. 220 Yards Flat Race, Handicap, Open, 3 Prizes. Two Miles Flat Race, Handicap, Open, 3 Prizes. Two Miles Bicycle Race, Handicap, Open, 3 Prizes. Half-Mile Bicycle Race, Handicap, Open, 3 Prizes. For MONDAY, 11th JULY. 100 Yards Flat Race, Handicap, Open, 3 Prizes. 440 Yards Flat Race, Handicap, Open, 3 Prizes. One Mile Flat Race, Handicap, Open, 3 Prizes. Five Miles Bicycle Race, Scratch, Invitation, 3 Prizes.: [326, 1023, 605, 1110]
